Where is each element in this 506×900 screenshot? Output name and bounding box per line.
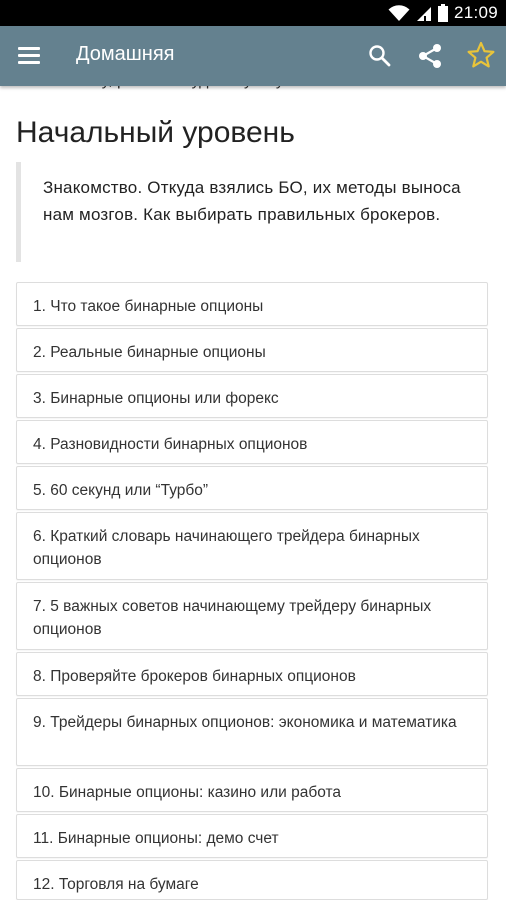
toc-item-label: 12. Торговля на бумаге [33,876,199,893]
toc-item[interactable] [16,282,488,326]
wifi-icon [388,4,410,22]
cell-signal-icon [416,4,432,22]
status-icons [388,0,498,26]
toc-item-label: 6. Краткий словарь начинающего трейдера бинарных опционов [33,528,420,568]
toc-item[interactable] [16,652,488,696]
toc-item[interactable] [16,768,488,812]
menu-icon[interactable] [18,44,42,68]
toc-item-label: 1. Что такое бинарные опционы [33,298,264,315]
toc-item[interactable] [16,328,488,372]
toc-item-label: 5. 60 секунд или “Турбо” [33,482,209,499]
toc-item-label: 3. Бинарные опционы или форекс [33,390,279,407]
status-bar [0,0,506,26]
toc-item-label: 8. Проверяйте брокеров бинарных опционов [33,668,356,685]
app-bar [0,26,506,86]
toc-item[interactable] [16,466,488,510]
star-icon[interactable] [466,40,496,70]
toc-item[interactable] [16,860,488,900]
toc-item-label: 4. Разновидности бинарных опционов [33,436,308,453]
battery-icon [438,4,448,22]
section-intro-quote [16,162,495,262]
app-title: Домашняя [76,43,175,65]
toc-item-label: 11. Бинарные опционы: демо счет [33,830,279,847]
toc-item[interactable] [16,582,488,650]
search-icon[interactable] [366,42,394,70]
toc-item-label: 10. Бинарные опционы: казино или работа [33,784,342,801]
toc-item[interactable] [16,698,488,766]
toc-item-label: 2. Реальные бинарные опционы [33,344,266,361]
toc-item-label: 9. Трейдеры бинарных опционов: экономика и математика [33,714,457,731]
status-time: 21:09 [453,3,498,22]
share-icon[interactable] [416,42,444,70]
toc-item[interactable] [16,374,488,418]
section-title: Начальный уровень [16,116,295,149]
section-intro-text: Знакомство. Откуда взялись БО, их методы выноса нам мозгов. Как выбирать правильных брокеров. [43,178,461,224]
article-content [0,86,506,900]
toc-item-label: 7. 5 важных советов начинающему трейдеру бинарных опционов [33,598,432,638]
toc-item[interactable] [16,420,488,464]
toc-item[interactable] [16,512,488,580]
toc-item[interactable] [16,814,488,858]
